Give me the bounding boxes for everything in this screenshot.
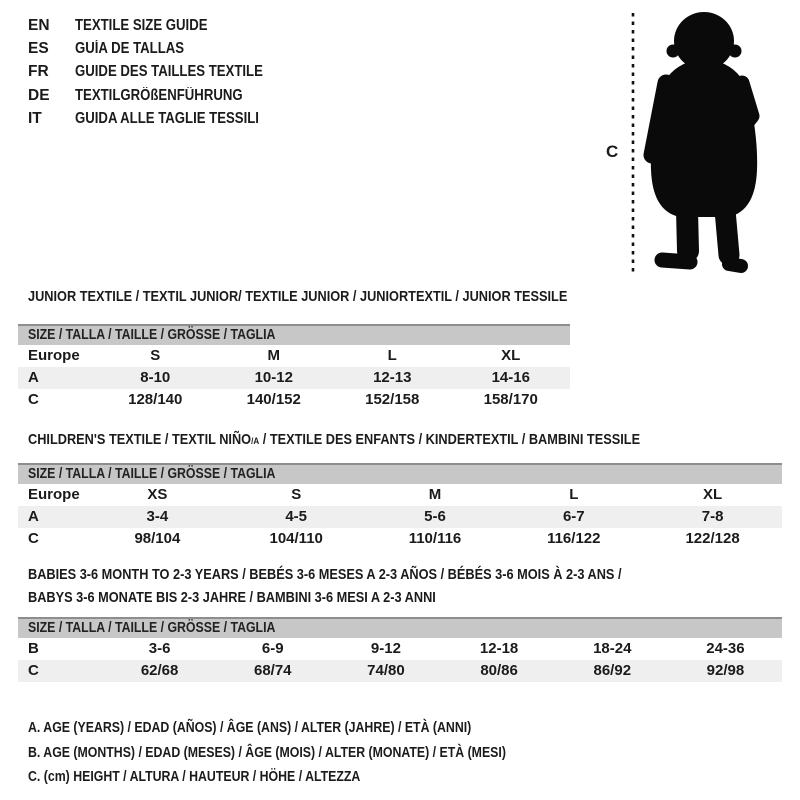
table-row-height <box>18 528 782 550</box>
junior-heading <box>18 288 570 305</box>
table-cell: 104/110 <box>269 530 323 547</box>
table-cell: 5-6 <box>424 508 446 525</box>
table-cell: L <box>387 347 397 364</box>
legend-line-c-text: C. (cm) HEIGHT / ALTURA / HAUTEUR / HÖHE / ALTEZZA <box>28 769 361 785</box>
toddler-shape <box>651 12 757 266</box>
table-cell: 3-4 <box>146 508 169 525</box>
table-cell: 128/140 <box>128 391 183 408</box>
table-cell: 140/152 <box>246 391 301 408</box>
language-label: GUIDE DES TAILLES TEXTILE <box>75 63 263 81</box>
table-cell: 18-24 <box>593 640 632 657</box>
babies-heading-line1: BABIES 3-6 MONTH TO 2-3 YEARS / BEBÉS 3-6 MESES A 2-3 AÑOS / BÉBÉS 3-6 MOIS À 2-3 ANS / <box>28 566 622 583</box>
table-row-europe <box>18 345 570 367</box>
language-row-fr <box>28 60 296 83</box>
table-row-age <box>18 506 782 528</box>
table-cell: 158/170 <box>483 391 538 408</box>
language-row-it <box>28 107 296 130</box>
height-figure <box>590 5 790 290</box>
table-row-height <box>18 660 782 682</box>
children-heading-part1: CHILDREN'S TEXTILE / TEXTIL NIÑO <box>28 431 252 448</box>
language-label: GUÍA DE TALLAS <box>75 40 185 58</box>
row-label: C <box>28 391 39 408</box>
row-label: Europe <box>28 347 80 364</box>
table-cell: XS <box>147 486 168 503</box>
babies-size-table <box>18 617 782 682</box>
table-cell: 24-36 <box>706 640 745 657</box>
table-cell: XL <box>703 486 723 503</box>
height-measure-label: C <box>606 142 619 161</box>
language-row-de <box>28 84 296 107</box>
table-cell: 10-12 <box>254 369 293 386</box>
junior-heading-text: JUNIOR TEXTILE / TEXTIL JUNIOR/ TEXTILE JUNIOR / JUNIORTEXTIL / JUNIOR TESSILE <box>28 288 568 305</box>
language-code: ES <box>28 40 49 58</box>
row-label: A <box>28 508 39 525</box>
legend <box>28 716 590 790</box>
size-table-header <box>18 463 782 484</box>
table-cell: 7-8 <box>701 508 724 525</box>
size-table-header-text: SIZE / TALLA / TAILLE / GRÖSSE / TAGLIA <box>28 327 276 343</box>
language-label: GUIDA ALLE TAGLIE TESSILI <box>75 109 259 127</box>
table-row-months <box>18 638 782 660</box>
table-cell: 12-18 <box>479 640 519 657</box>
table-cell: 98/104 <box>134 530 181 547</box>
table-cell: 152/158 <box>365 391 420 408</box>
babies-heading-line2: BABYS 3-6 MONATE BIS 2-3 JAHRE / BAMBINI 3-6 MESI A 2-3 ANNI <box>28 589 436 606</box>
legend-line-a <box>28 716 590 741</box>
table-cell: 4-5 <box>285 508 308 525</box>
language-label: TEXTILE SIZE GUIDE <box>75 17 208 34</box>
size-table-header <box>18 617 782 638</box>
table-cell: S <box>150 347 161 364</box>
children-heading <box>18 431 782 450</box>
table-cell: 62/68 <box>140 662 179 679</box>
children-heading-sub: /A <box>251 436 260 447</box>
table-cell: M <box>428 486 442 503</box>
table-cell: 12-13 <box>373 369 412 386</box>
babies-section <box>18 563 782 682</box>
language-code: DE <box>28 86 50 104</box>
children-heading-part2: / TEXTILE DES ENFANTS / KINDERTEXTIL / BAMBINI TESSILE <box>259 431 641 448</box>
size-table-header <box>18 324 570 345</box>
language-row-es <box>28 37 296 60</box>
row-label: B <box>28 640 39 657</box>
legend-line-b <box>28 741 590 766</box>
table-cell: 116/122 <box>547 530 601 547</box>
babies-heading <box>18 563 782 609</box>
legend-line-c <box>28 765 590 790</box>
table-row-age <box>18 367 570 389</box>
children-size-table <box>18 463 782 550</box>
table-cell: 68/74 <box>253 662 292 679</box>
size-table-header-text: SIZE / TALLA / TAILLE / GRÖSSE / TAGLIA <box>28 466 276 482</box>
language-code: FR <box>28 63 49 81</box>
table-cell: S <box>291 486 302 503</box>
table-cell: XL <box>501 347 521 364</box>
children-section <box>18 431 782 550</box>
row-label: A <box>28 369 39 386</box>
language-code: IT <box>28 109 42 127</box>
table-cell: 122/128 <box>685 530 740 547</box>
table-row-height <box>18 389 570 411</box>
toddler-silhouette <box>590 5 790 290</box>
language-list <box>28 14 296 130</box>
size-table-header-text: SIZE / TALLA / TAILLE / GRÖSSE / TAGLIA <box>28 620 276 636</box>
table-cell: 86/92 <box>593 662 632 679</box>
children-heading-text <box>28 431 640 450</box>
table-cell: 110/116 <box>408 530 462 547</box>
table-cell: 3-6 <box>148 640 171 657</box>
junior-section <box>18 288 570 411</box>
language-row-en <box>28 14 296 37</box>
legend-line-a-text: A. AGE (YEARS) / EDAD (AÑOS) / ÂGE (ANS) / ALTER (JAHRE) / ETÀ (ANNI) <box>28 720 472 736</box>
row-label: Europe <box>28 486 80 503</box>
legend-line-b-text: B. AGE (MONTHS) / EDAD (MESES) / ÂGE (MOIS) / ALTER (MONATE) / ETÀ (MESI) <box>28 744 506 761</box>
table-cell: 14-16 <box>491 369 530 386</box>
row-label: C <box>28 530 39 547</box>
language-code: EN <box>28 17 50 34</box>
table-cell: M <box>267 347 280 364</box>
table-cell: 6-9 <box>261 640 284 657</box>
row-label: C <box>28 662 39 679</box>
table-cell: 6-7 <box>562 508 585 525</box>
table-row-europe <box>18 484 782 506</box>
language-label: TEXTILGRÖßENFÜHRUNG <box>75 86 243 104</box>
table-cell: L <box>569 486 579 503</box>
table-cell: 9-12 <box>370 640 401 657</box>
table-cell: 92/98 <box>706 662 745 679</box>
junior-size-table <box>18 324 570 411</box>
table-cell: 80/86 <box>480 662 518 679</box>
table-cell: 8-10 <box>140 369 171 386</box>
table-cell: 74/80 <box>367 662 405 679</box>
